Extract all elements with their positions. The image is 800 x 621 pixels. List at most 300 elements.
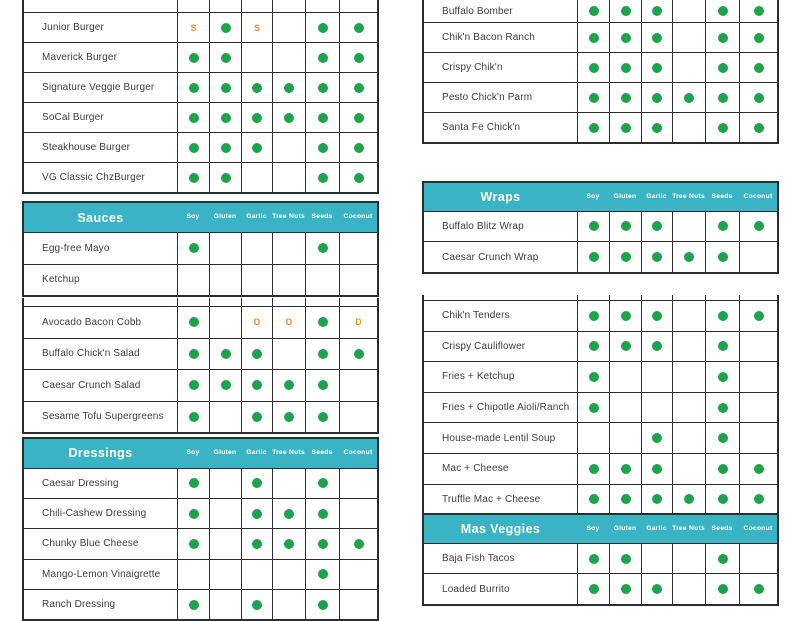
allergen-dot-icon bbox=[589, 341, 599, 351]
table-row bbox=[424, 331, 777, 362]
menu-table-sandwiches bbox=[422, 0, 779, 144]
allergen-cell bbox=[272, 0, 305, 12]
allergen-dot-icon bbox=[221, 143, 231, 153]
table-row bbox=[424, 484, 777, 515]
allergen-dot-icon bbox=[754, 33, 764, 43]
item-label: Buffalo Chick'n Salad bbox=[42, 348, 140, 360]
allergen-dot-icon bbox=[754, 6, 764, 16]
allergen-cell bbox=[241, 469, 272, 498]
allergen-cell bbox=[641, 574, 672, 603]
section-header bbox=[424, 515, 777, 543]
allergen-cell bbox=[705, 301, 739, 331]
allergen-dot-icon bbox=[318, 569, 328, 579]
allergen-cell bbox=[609, 423, 641, 453]
column-header-seeds: Seeds bbox=[711, 192, 733, 200]
allergen-cell bbox=[577, 0, 609, 22]
allergen-cell bbox=[272, 13, 305, 42]
allergen-dot-icon bbox=[718, 372, 728, 382]
allergen-cell bbox=[609, 485, 641, 515]
allergen-dot-icon bbox=[284, 113, 294, 123]
column-header-soy: Soy bbox=[186, 213, 200, 221]
allergen-dot-icon bbox=[621, 123, 631, 133]
allergen-dot-icon bbox=[621, 464, 631, 474]
allergen-cell bbox=[209, 73, 241, 102]
allergen-dot-icon bbox=[189, 317, 199, 327]
allergen-cell bbox=[705, 212, 739, 242]
item-label: Signature Veggie Burger bbox=[42, 82, 155, 93]
allergen-dot-icon bbox=[718, 252, 728, 262]
allergen-cell bbox=[209, 103, 241, 132]
table-row bbox=[24, 298, 377, 306]
allergen-dot-icon bbox=[652, 584, 662, 594]
column-header-soy: Soy bbox=[586, 524, 600, 532]
item-label: Buffalo Blitz Wrap bbox=[442, 220, 524, 232]
allergen-dot-icon bbox=[718, 464, 728, 474]
allergen-cell bbox=[177, 43, 209, 72]
table-row bbox=[424, 453, 777, 484]
item-label: Chunky Blue Cheese bbox=[42, 538, 139, 550]
allergen-cell bbox=[609, 393, 641, 423]
allergen-cell bbox=[339, 163, 377, 192]
allergen-dot-icon bbox=[284, 539, 294, 549]
allergen-dot-icon bbox=[354, 113, 364, 123]
allergen-cell bbox=[177, 265, 209, 296]
allergen-cell bbox=[209, 298, 241, 306]
allergen-cell bbox=[609, 295, 641, 300]
allergen-dot-icon bbox=[252, 600, 262, 610]
allergen-cell bbox=[272, 103, 305, 132]
item-label: Egg-free Mayo bbox=[42, 242, 110, 254]
allergen-dot-icon bbox=[718, 341, 728, 351]
allergen-dot-icon bbox=[621, 93, 631, 103]
allergen-cell bbox=[339, 499, 377, 528]
allergen-cell bbox=[177, 298, 209, 306]
allergen-cell bbox=[241, 233, 272, 264]
allergen-cell bbox=[609, 362, 641, 392]
allergen-dot-icon bbox=[354, 539, 364, 549]
allergen-cell bbox=[241, 133, 272, 162]
allergen-dot-icon bbox=[718, 403, 728, 413]
allergen-cell bbox=[177, 560, 209, 589]
allergen-cell bbox=[609, 332, 641, 362]
item-label: VG Classic ChzBurger bbox=[42, 172, 146, 183]
allergen-cell bbox=[641, 362, 672, 392]
column-header-soy: Soy bbox=[586, 192, 600, 200]
allergen-dot-icon bbox=[354, 349, 364, 359]
allergen-dot-icon bbox=[621, 63, 631, 73]
allergen-cell bbox=[305, 469, 339, 498]
allergen-dot-icon bbox=[652, 494, 662, 504]
column-header-coconut: Coconut bbox=[743, 192, 773, 200]
allergen-cell bbox=[672, 242, 705, 272]
allergen-cell bbox=[672, 393, 705, 423]
allergen-cell bbox=[641, 301, 672, 331]
allergen-dot-icon bbox=[684, 93, 694, 103]
allergen-dot-icon bbox=[189, 143, 199, 153]
allergen-cell bbox=[705, 0, 739, 22]
allergen-cell bbox=[241, 402, 272, 433]
allergen-cell bbox=[209, 370, 241, 401]
allergen-cell bbox=[177, 233, 209, 264]
allergen-dot-icon bbox=[754, 311, 764, 321]
allergen-cell bbox=[577, 544, 609, 573]
item-label: Maverick Burger bbox=[42, 52, 118, 63]
item-label: Pesto Chick'n Parm bbox=[442, 92, 533, 103]
allergen-dot-icon bbox=[318, 113, 328, 123]
allergen-cell bbox=[577, 295, 609, 300]
allergen-cell bbox=[609, 212, 641, 242]
allergen-cell bbox=[739, 0, 777, 22]
allergen-dot-icon bbox=[189, 539, 199, 549]
allergen-dot-icon bbox=[621, 341, 631, 351]
allergen-cell bbox=[609, 242, 641, 272]
allergen-cell bbox=[739, 23, 777, 52]
item-label: Crispy Cauliflower bbox=[442, 340, 526, 352]
allergen-dot-icon bbox=[621, 494, 631, 504]
allergen-cell bbox=[339, 590, 377, 619]
allergen-cell bbox=[272, 298, 305, 306]
allergen-cell bbox=[705, 53, 739, 82]
allergen-cell bbox=[672, 423, 705, 453]
allergen-dot-icon bbox=[252, 349, 262, 359]
allergen-dot-icon bbox=[189, 53, 199, 63]
allergen-cell bbox=[672, 332, 705, 362]
allergen-dot-icon bbox=[318, 478, 328, 488]
allergen-cell bbox=[641, 242, 672, 272]
allergen-cell bbox=[705, 23, 739, 52]
item-label: Mango-Lemon Vinaigrette bbox=[42, 568, 161, 580]
allergen-dot-icon bbox=[718, 584, 728, 594]
allergen-dot-icon bbox=[754, 63, 764, 73]
allergen-dot-icon bbox=[718, 63, 728, 73]
allergen-cell bbox=[577, 332, 609, 362]
item-label: Chik'n Bacon Ranch bbox=[442, 32, 535, 43]
column-header-coconut: Coconut bbox=[343, 449, 373, 456]
table-row bbox=[424, 422, 777, 453]
allergen-dot-icon bbox=[354, 173, 364, 183]
allergen-cell bbox=[672, 295, 705, 300]
allergen-dot-icon bbox=[318, 317, 328, 327]
allergen-cell bbox=[241, 0, 272, 12]
item-label: Loaded Burrito bbox=[442, 583, 510, 595]
item-label: Sesame Tofu Supergreens bbox=[42, 411, 164, 423]
column-header-gluten: Gluten bbox=[213, 449, 237, 456]
allergen-cell bbox=[272, 370, 305, 401]
allergen-dot-icon bbox=[621, 554, 631, 564]
allergen-dot-icon bbox=[718, 93, 728, 103]
allergen-dot-icon bbox=[189, 600, 199, 610]
allergen-cell bbox=[641, 485, 672, 515]
allergen-code: D bbox=[285, 317, 293, 328]
allergen-cell bbox=[739, 454, 777, 484]
allergen-dot-icon bbox=[652, 341, 662, 351]
column-header-garlic: Garlic bbox=[246, 449, 267, 456]
menu-table-salads bbox=[22, 298, 379, 434]
allergen-cell bbox=[641, 23, 672, 52]
table-row bbox=[24, 559, 377, 589]
table-row bbox=[24, 369, 377, 401]
allergen-dot-icon bbox=[718, 433, 728, 443]
allergen-cell bbox=[739, 53, 777, 82]
allergen-cell bbox=[305, 73, 339, 102]
allergen-dot-icon bbox=[589, 554, 599, 564]
item-label: SoCal Burger bbox=[42, 112, 104, 123]
allergen-dot-icon bbox=[318, 412, 328, 422]
allergen-cell bbox=[641, 332, 672, 362]
allergen-cell bbox=[739, 295, 777, 300]
allergen-cell bbox=[641, 83, 672, 112]
table-row bbox=[24, 338, 377, 370]
allergen-cell bbox=[305, 560, 339, 589]
allergen-dot-icon bbox=[318, 173, 328, 183]
allergen-cell bbox=[305, 529, 339, 558]
allergen-dot-icon bbox=[252, 83, 262, 93]
table-row bbox=[424, 241, 777, 272]
table-row bbox=[24, 132, 377, 162]
allergen-cell bbox=[209, 265, 241, 296]
allergen-dot-icon bbox=[318, 600, 328, 610]
allergen-dot-icon bbox=[589, 221, 599, 231]
allergen-cell bbox=[272, 339, 305, 370]
allergen-dot-icon bbox=[589, 123, 599, 133]
table-row bbox=[424, 361, 777, 392]
allergen-cell bbox=[177, 103, 209, 132]
allergen-dot-icon bbox=[252, 412, 262, 422]
column-header-seeds: Seeds bbox=[311, 213, 333, 221]
section-header bbox=[424, 183, 777, 211]
allergen-dot-icon bbox=[252, 380, 262, 390]
allergen-cell bbox=[641, 212, 672, 242]
allergen-dot-icon bbox=[318, 509, 328, 519]
allergen-cell bbox=[272, 469, 305, 498]
column-header-garlic: Garlic bbox=[246, 213, 267, 221]
allergen-cell bbox=[577, 113, 609, 142]
allergen-cell bbox=[705, 393, 739, 423]
allergen-dot-icon bbox=[652, 63, 662, 73]
allergen-cell bbox=[672, 113, 705, 142]
allergen-code: D bbox=[253, 317, 261, 328]
allergen-cell bbox=[177, 529, 209, 558]
allergen-cell bbox=[339, 13, 377, 42]
allergen-cell bbox=[305, 133, 339, 162]
allergen-cell bbox=[609, 0, 641, 22]
allergen-cell bbox=[577, 53, 609, 82]
allergen-cell bbox=[641, 295, 672, 300]
column-header-gluten: Gluten bbox=[613, 524, 637, 532]
allergen-dot-icon bbox=[652, 252, 662, 262]
allergen-cell bbox=[705, 544, 739, 573]
allergen-dot-icon bbox=[354, 53, 364, 63]
allergen-cell bbox=[177, 13, 209, 42]
allergen-cell bbox=[209, 307, 241, 338]
allergen-cell bbox=[739, 393, 777, 423]
allergen-dot-icon bbox=[652, 464, 662, 474]
allergen-cell bbox=[177, 590, 209, 619]
allergen-dot-icon bbox=[189, 83, 199, 93]
allergen-dot-icon bbox=[221, 83, 231, 93]
allergen-dot-icon bbox=[221, 53, 231, 63]
allergen-cell bbox=[739, 212, 777, 242]
allergen-dot-icon bbox=[621, 584, 631, 594]
allergen-dot-icon bbox=[652, 123, 662, 133]
allergen-dot-icon bbox=[589, 252, 599, 262]
allergen-cell bbox=[305, 13, 339, 42]
allergen-cell bbox=[577, 83, 609, 112]
table-row bbox=[24, 468, 377, 498]
allergen-cell bbox=[672, 574, 705, 603]
allergen-cell bbox=[672, 454, 705, 484]
allergen-cell bbox=[739, 485, 777, 515]
allergen-dot-icon bbox=[589, 63, 599, 73]
allergen-cell bbox=[577, 23, 609, 52]
allergen-cell bbox=[241, 529, 272, 558]
item-label: Caesar Crunch Salad bbox=[42, 379, 141, 391]
allergen-dot-icon bbox=[718, 221, 728, 231]
item-label bbox=[24, 0, 177, 12]
allergen-cell bbox=[609, 544, 641, 573]
allergen-cell bbox=[641, 0, 672, 22]
allergen-cell bbox=[209, 43, 241, 72]
allergen-dot-icon bbox=[221, 349, 231, 359]
allergen-cell bbox=[641, 393, 672, 423]
table-row bbox=[24, 306, 377, 338]
allergen-dot-icon bbox=[221, 380, 231, 390]
allergen-dot-icon bbox=[189, 349, 199, 359]
allergen-dot-icon bbox=[354, 83, 364, 93]
allergen-cell bbox=[241, 560, 272, 589]
allergen-cell bbox=[339, 103, 377, 132]
allergen-dot-icon bbox=[589, 311, 599, 321]
allergen-cell bbox=[672, 0, 705, 22]
section-header bbox=[24, 439, 377, 468]
menu-table-sauces bbox=[22, 201, 379, 297]
allergen-dot-icon bbox=[754, 584, 764, 594]
allergen-cell bbox=[177, 73, 209, 102]
allergen-cell bbox=[339, 469, 377, 498]
allergen-cell bbox=[339, 529, 377, 558]
allergen-dot-icon bbox=[652, 433, 662, 443]
allergen-dot-icon bbox=[754, 221, 764, 231]
section-title: Wraps bbox=[480, 189, 521, 204]
section-title: Dressings bbox=[68, 446, 133, 461]
item-label: Fries + Ketchup bbox=[442, 371, 515, 383]
allergen-dot-icon bbox=[318, 243, 328, 253]
allergen-cell bbox=[339, 0, 377, 12]
allergen-cell bbox=[705, 454, 739, 484]
allergen-dot-icon bbox=[189, 243, 199, 253]
table-row bbox=[424, 392, 777, 423]
item-label: Mac + Cheese bbox=[442, 463, 509, 475]
allergen-cell bbox=[739, 574, 777, 603]
allergen-cell bbox=[272, 402, 305, 433]
allergen-cell bbox=[241, 43, 272, 72]
allergen-cell bbox=[177, 0, 209, 12]
allergen-dot-icon bbox=[318, 143, 328, 153]
table-row bbox=[24, 12, 377, 42]
allergen-dot-icon bbox=[684, 252, 694, 262]
allergen-cell bbox=[241, 73, 272, 102]
allergen-cell bbox=[672, 53, 705, 82]
allergen-cell bbox=[672, 83, 705, 112]
allergen-cell bbox=[577, 454, 609, 484]
allergen-dot-icon bbox=[284, 509, 294, 519]
item-label: Steakhouse Burger bbox=[42, 142, 131, 153]
allergen-cell bbox=[641, 53, 672, 82]
column-header-seeds: Seeds bbox=[711, 524, 733, 532]
allergen-cell bbox=[609, 83, 641, 112]
allergen-cell bbox=[177, 469, 209, 498]
allergen-cell bbox=[609, 454, 641, 484]
allergen-cell bbox=[305, 339, 339, 370]
allergen-cell bbox=[577, 212, 609, 242]
allergen-dot-icon bbox=[221, 23, 231, 33]
allergen-cell bbox=[305, 298, 339, 306]
allergen-cell bbox=[177, 133, 209, 162]
allergen-dot-icon bbox=[718, 6, 728, 16]
allergen-code: S bbox=[190, 22, 197, 33]
allergen-dot-icon bbox=[589, 464, 599, 474]
section-title: Sauces bbox=[77, 210, 124, 225]
allergen-dot-icon bbox=[189, 113, 199, 123]
allergen-cell bbox=[241, 298, 272, 306]
allergen-cell bbox=[739, 242, 777, 272]
column-header-tree-nuts: Tree Nuts bbox=[672, 524, 705, 532]
item-label: Avocado Bacon Cobb bbox=[42, 316, 142, 328]
item-label: Ketchup bbox=[42, 274, 80, 286]
allergen-cell bbox=[339, 402, 377, 433]
allergen-cell bbox=[241, 163, 272, 192]
table-row bbox=[24, 401, 377, 433]
allergen-dot-icon bbox=[621, 311, 631, 321]
item-label: Buffalo Bomber bbox=[442, 5, 513, 17]
allergen-cell bbox=[209, 499, 241, 528]
menu-table-sides bbox=[422, 295, 779, 516]
table-row bbox=[24, 232, 377, 264]
allergen-cell bbox=[241, 590, 272, 619]
allergen-cell bbox=[739, 423, 777, 453]
allergen-cell bbox=[177, 499, 209, 528]
allergen-cell bbox=[305, 370, 339, 401]
item-label: Fries + Chipotle Aioli/Ranch bbox=[442, 402, 570, 414]
allergen-cell bbox=[609, 23, 641, 52]
table-row bbox=[24, 589, 377, 619]
allergen-dot-icon bbox=[284, 83, 294, 93]
allergen-dot-icon bbox=[284, 380, 294, 390]
table-row bbox=[424, 211, 777, 242]
allergen-dot-icon bbox=[354, 143, 364, 153]
allergen-cell bbox=[305, 233, 339, 264]
allergen-cell bbox=[209, 13, 241, 42]
allergen-cell bbox=[339, 307, 377, 338]
allergen-cell bbox=[272, 590, 305, 619]
allergen-cell bbox=[272, 307, 305, 338]
allergen-cell bbox=[339, 73, 377, 102]
allergen-cell bbox=[305, 163, 339, 192]
allergen-cell bbox=[641, 113, 672, 142]
allergen-dot-icon bbox=[718, 494, 728, 504]
allergen-cell bbox=[339, 339, 377, 370]
allergen-cell bbox=[577, 485, 609, 515]
allergen-dot-icon bbox=[354, 23, 364, 33]
allergen-cell bbox=[272, 560, 305, 589]
allergen-cell bbox=[241, 103, 272, 132]
allergen-cell bbox=[739, 544, 777, 573]
table-row bbox=[24, 498, 377, 528]
allergen-dot-icon bbox=[589, 6, 599, 16]
allergen-cell bbox=[272, 529, 305, 558]
allergen-cell bbox=[272, 73, 305, 102]
table-row bbox=[424, 543, 777, 573]
